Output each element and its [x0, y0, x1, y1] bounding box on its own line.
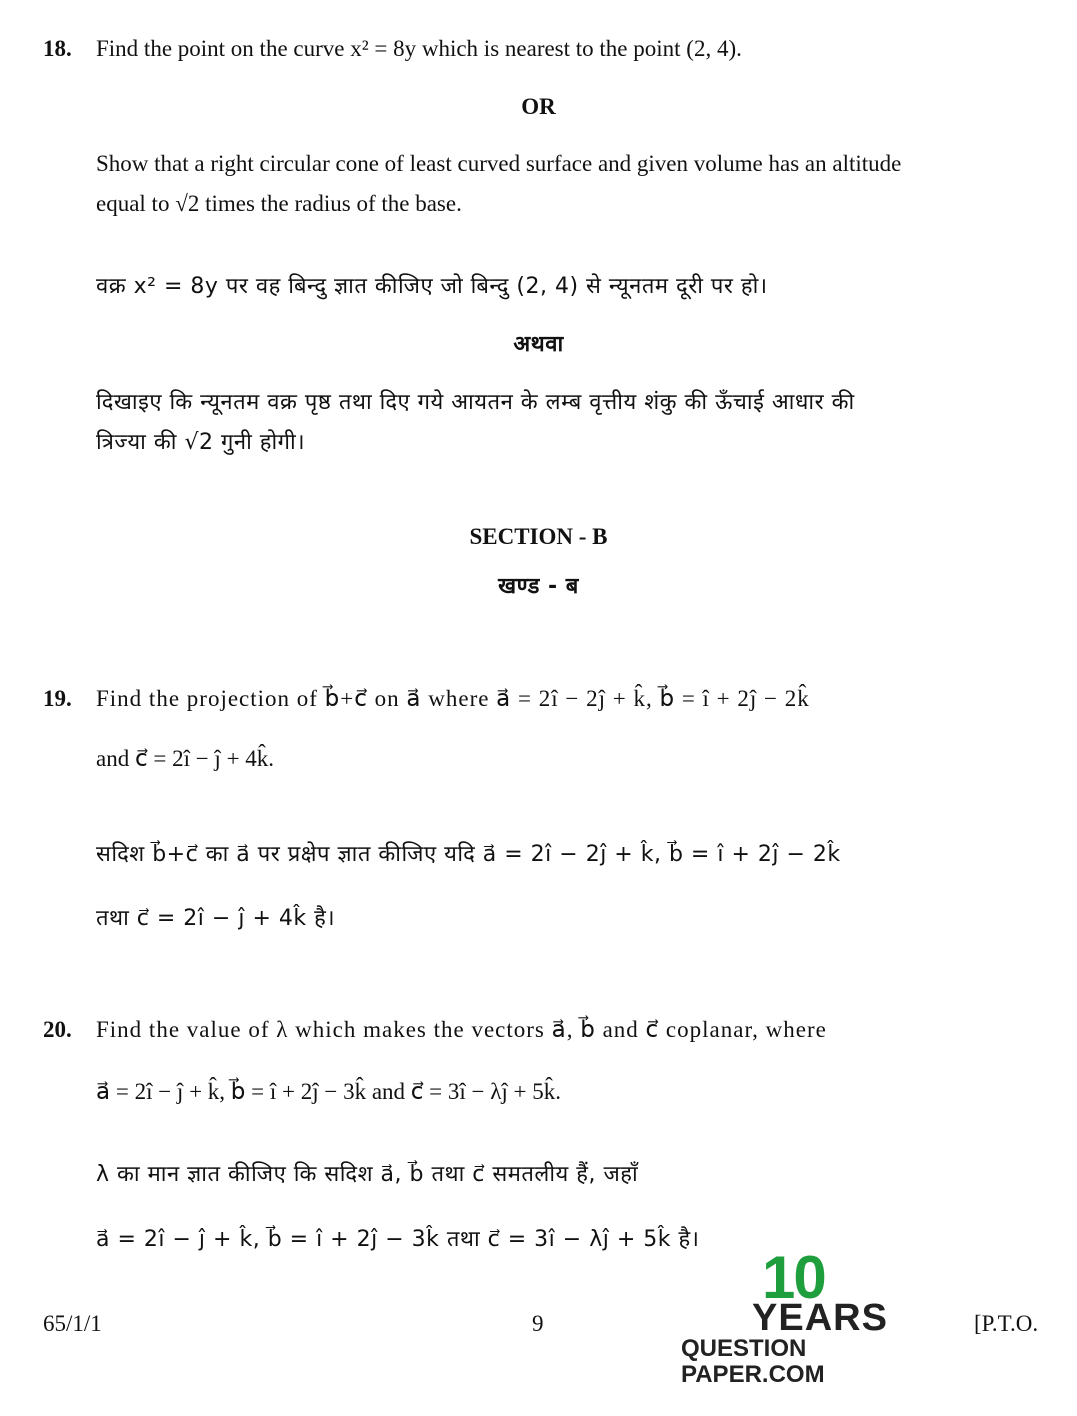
q18-hindi-alt-line1: दिखाइए कि न्यूनतम वक्र पृष्ठ तथा दिए गये आयतन के लम्ब वृत्तीय शंकु की ऊँचाई आधार की	[96, 390, 855, 415]
q20-english-line1: Find the value of λ which makes the vectors a⃗, b⃗ and c⃗ coplanar, where	[96, 1017, 827, 1042]
q19-hindi-line1: सदिश b⃗+c⃗ का a⃗ पर प्रक्षेप ज्ञात कीजिए यदि a⃗ = 2î − 2ĵ + k̂, b⃗ = î + 2ĵ − 2k̂	[96, 842, 841, 867]
paper-code: 65/1/1	[43, 1311, 102, 1336]
q20-hindi-line2: a⃗ = 2î − ĵ + k̂, b⃗ = î + 2ĵ − 3k̂ तथा c⃗ = 3î − λĵ + 5k̂ है।	[96, 1227, 700, 1252]
q18-or: OR	[521, 94, 556, 119]
q18-hindi-or: अथवा	[513, 332, 564, 357]
q20-english-line2: a⃗ = 2î − ĵ + k̂, b⃗ = î + 2ĵ − 3k̂ and c⃗ = 3î − λĵ + 5k̂.	[96, 1079, 562, 1104]
q18-alt-line2: equal to √2 times the radius of the base.	[96, 191, 462, 216]
q19-number: 19.	[43, 686, 72, 711]
q19-hindi-line2: तथा c⃗ = 2î − ĵ + 4k̂ है।	[96, 906, 336, 931]
logo-ten: 10	[762, 1244, 825, 1311]
q18-alt-line1: Show that a right circular cone of least curved surface and given volume has an altitude	[96, 151, 902, 176]
pto-label: [P.T.O.	[974, 1311, 1039, 1336]
q18-hindi-alt-line2: त्रिज्या की √2 गुनी होगी।	[96, 430, 306, 455]
logo-site: QUESTION PAPER.COM	[681, 1335, 825, 1388]
q18-hindi: वक्र x² = 8y पर वह बिन्दु ज्ञात कीजिए जो बिन्दु (2, 4) से न्यूनतम दूरी पर हो।	[96, 274, 768, 299]
q20-hindi-line1: λ का मान ज्ञात कीजिए कि सदिश a⃗, b⃗ तथा c⃗ समतलीय हैं, जहाँ	[96, 1162, 639, 1187]
logo-years: YEARS	[752, 1297, 888, 1339]
q18-number: 18.	[43, 36, 72, 61]
section-title: SECTION - B	[469, 524, 608, 549]
q19-english-line1: Find the projection of b⃗+c⃗ on a⃗ where a⃗ = 2î − 2ĵ + k̂, b⃗ = î + 2ĵ − 2k̂	[96, 686, 810, 711]
site-logo	[678, 1244, 948, 1388]
q18-english: Find the point on the curve x² = 8y which is nearest to the point (2, 4).	[96, 36, 742, 61]
q20-number: 20.	[43, 1017, 72, 1042]
q19-english-line2: and c⃗ = 2î − ĵ + 4k̂.	[96, 746, 275, 771]
page-number: 9	[532, 1311, 544, 1336]
section-title-hindi: खण्ड - ब	[498, 574, 579, 599]
